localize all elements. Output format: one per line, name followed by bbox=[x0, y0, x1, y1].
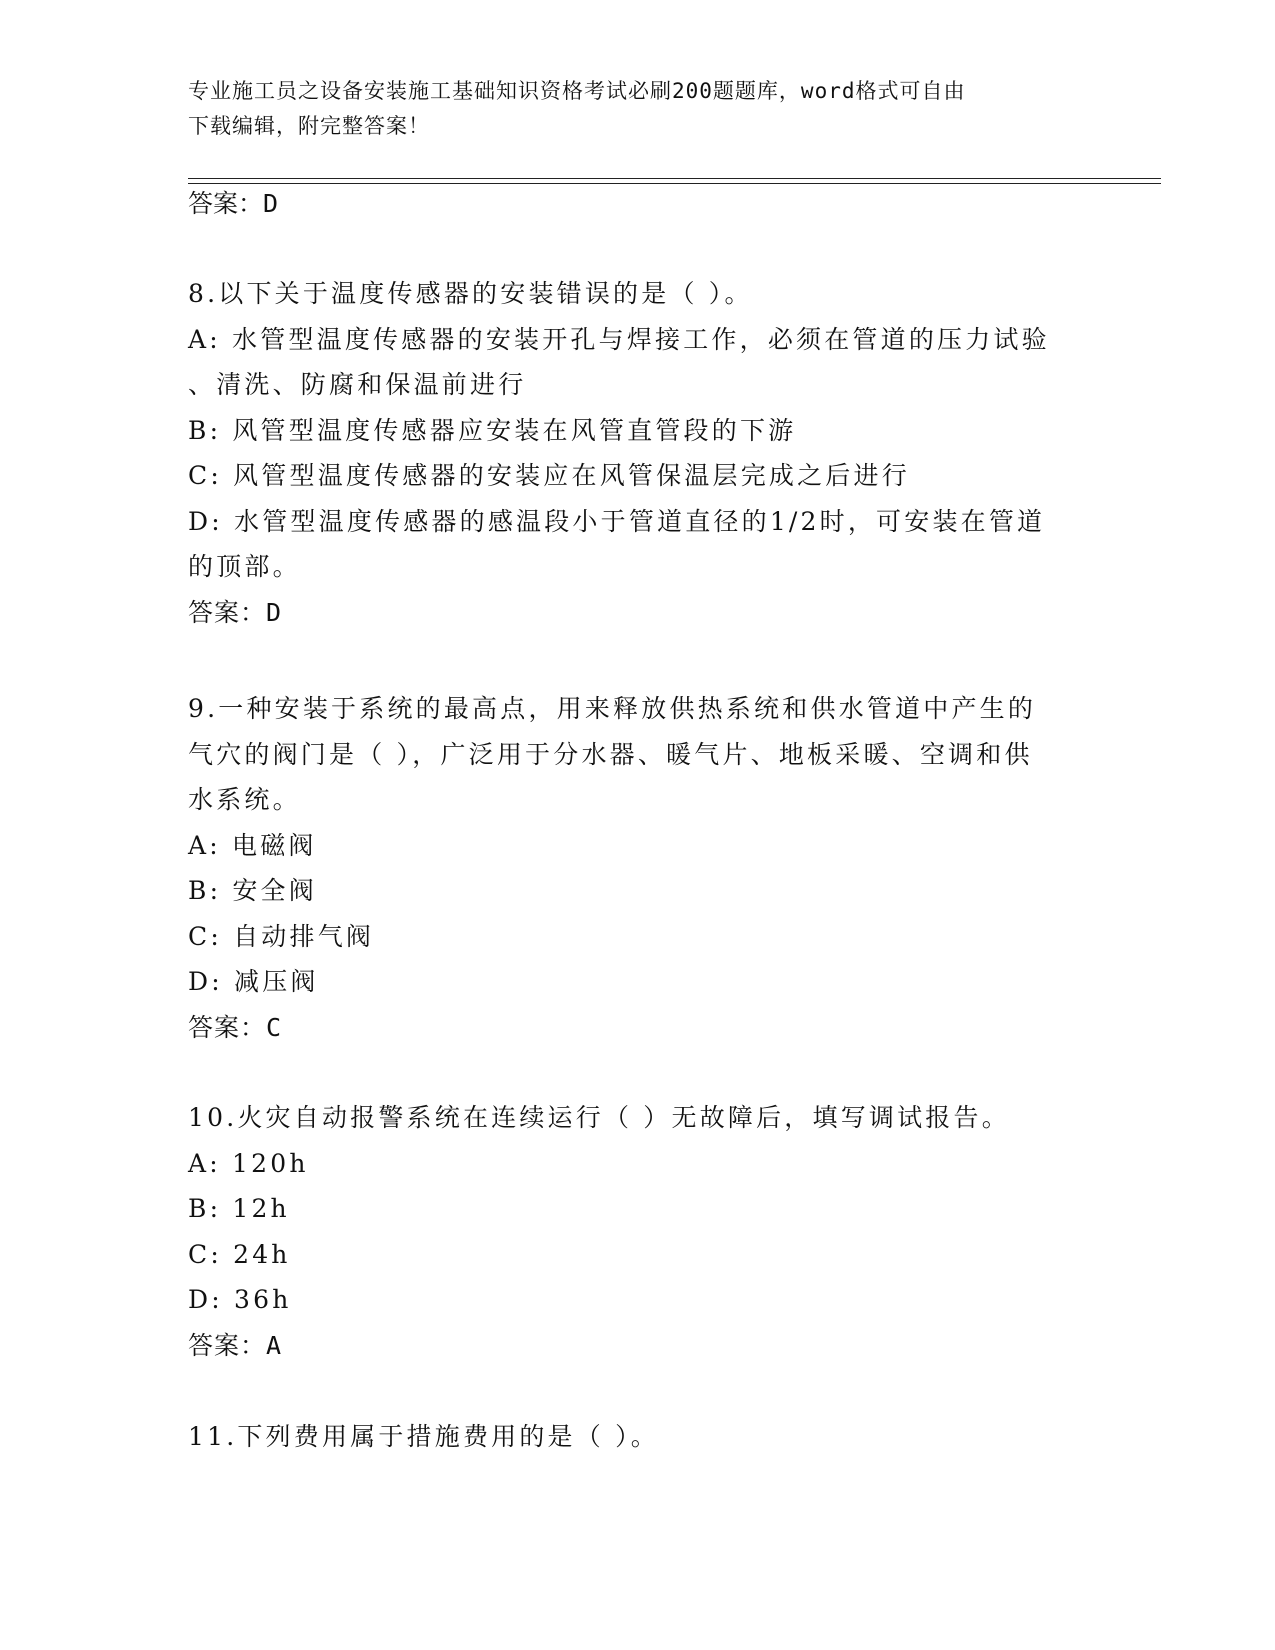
answer-label: 答案： bbox=[188, 1012, 267, 1042]
option-d: D: 36h bbox=[188, 1285, 292, 1314]
header-rule-top bbox=[188, 178, 1161, 179]
answer-label: 答案： bbox=[188, 597, 267, 627]
header-line-2: 下载编辑，附完整答案！ bbox=[188, 114, 430, 138]
page-header bbox=[188, 74, 1088, 144]
answer-q7 bbox=[188, 186, 278, 221]
option-a: A: 水管型温度传感器的安装开孔与焊接工作，必须在管道的压力试验 bbox=[188, 324, 1050, 354]
question-8 bbox=[188, 271, 1088, 635]
option-b: B: 安全阀 bbox=[188, 876, 317, 905]
question-stem: 10.火灾自动报警系统在连续运行（ ）无故障后，填写调试报告。 bbox=[188, 1103, 1010, 1132]
option-b: B: 12h bbox=[188, 1194, 290, 1223]
answer-value: C bbox=[266, 1012, 283, 1042]
question-10 bbox=[188, 1095, 1088, 1368]
header-line-1: 专业施工员之设备安装施工基础知识资格考试必刷200题题库，word格式可自由 bbox=[188, 79, 966, 103]
answer-q9 bbox=[188, 1005, 1088, 1051]
option-c: C: 24h bbox=[188, 1239, 291, 1269]
question-stem-continued: 水系统。 bbox=[188, 785, 301, 814]
answer-q8 bbox=[188, 590, 1088, 636]
question-stem: 11.下列费用属于措施费用的是（ ）。 bbox=[188, 1422, 660, 1451]
question-stem-continued: 气穴的阀门是（ ），广泛用于分水器、暖气片、地板采暖、空调和供 bbox=[188, 739, 1033, 769]
option-c: C: 风管型温度传感器的安装应在风管保温层完成之后进行 bbox=[188, 461, 910, 490]
answer-value: A bbox=[266, 1330, 283, 1360]
answer-value: D bbox=[266, 597, 283, 627]
answer-value: D bbox=[263, 189, 279, 218]
question-stem: 8.以下关于温度传感器的安装错误的是（ ）。 bbox=[188, 279, 753, 308]
option-d: D: 减压阀 bbox=[188, 967, 319, 996]
header-rule-bottom bbox=[188, 183, 1161, 184]
option-b: B: 风管型温度传感器应安装在风管直管段的下游 bbox=[188, 415, 797, 445]
option-a-continued: 、清洗、防腐和保温前进行 bbox=[188, 370, 527, 399]
answer-label: 答案： bbox=[188, 1330, 267, 1360]
option-a: A: 120h bbox=[188, 1148, 309, 1178]
option-a: A: 电磁阀 bbox=[188, 830, 317, 860]
answer-label: 答案： bbox=[188, 189, 264, 218]
answer-q10 bbox=[188, 1323, 1088, 1369]
option-d: D: 水管型温度传感器的感温段小于管道直径的1/2时，可安装在管道 bbox=[188, 506, 1046, 536]
question-9 bbox=[188, 686, 1088, 1050]
question-stem: 9.一种安装于系统的最高点，用来释放供热系统和供水管道中产生的 bbox=[188, 694, 1037, 723]
option-d-continued: 的顶部。 bbox=[188, 552, 301, 581]
option-c: C: 自动排气阀 bbox=[188, 921, 375, 951]
question-11 bbox=[188, 1414, 1088, 1460]
